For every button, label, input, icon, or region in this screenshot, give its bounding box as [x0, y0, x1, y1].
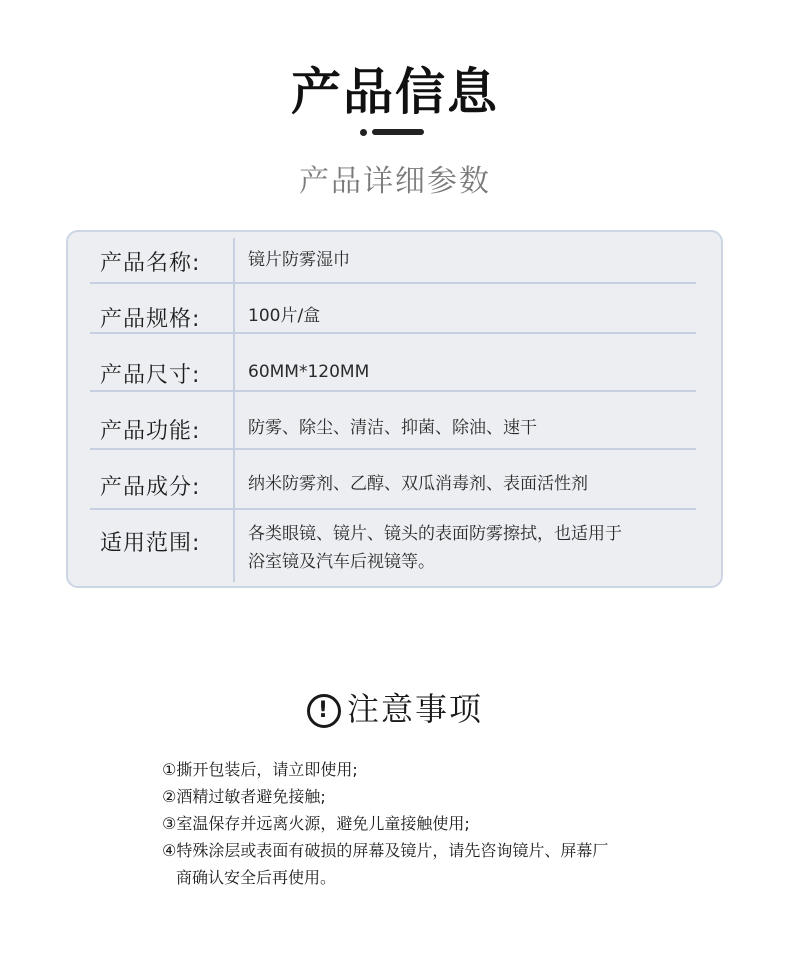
- product-info-table: [66, 230, 723, 588]
- row-value: 60MM*120MM: [248, 362, 370, 382]
- divider-bar: [372, 129, 424, 135]
- row-value-line: 各类眼镜、镜片、镜头的表面防雾擦拭，也适用于: [248, 524, 622, 544]
- notice-item: ①撕开包装后，请立即使用;: [162, 760, 358, 779]
- notice-item: ②酒精过敏者避免接触;: [162, 787, 326, 806]
- notice-title: 注意事项: [346, 690, 483, 728]
- row-label: 适用范围:: [100, 531, 201, 556]
- notice-item: ③室温保存并远离火源，避免儿童接触使用;: [162, 814, 470, 833]
- row-value-line: 浴室镜及汽车后视镜等。: [248, 552, 435, 572]
- divider-dot: [360, 129, 367, 136]
- row-label: 产品尺寸:: [100, 363, 201, 388]
- row-value: 100片/盒: [248, 306, 321, 326]
- page-subtitle: 产品详细参数: [299, 164, 491, 199]
- column-divider: [233, 238, 235, 582]
- notice-heading: [0, 684, 790, 730]
- row-separator: [90, 508, 696, 510]
- row-value: 镜片防雾湿巾: [248, 250, 350, 270]
- row-label: 产品名称:: [100, 251, 201, 276]
- page-title: 产品信息: [291, 63, 499, 121]
- row-label: 产品成分:: [100, 475, 201, 500]
- notice-list: [162, 756, 682, 891]
- row-separator: [90, 332, 696, 334]
- title-divider: [0, 128, 790, 136]
- row-separator: [90, 390, 696, 392]
- notice-item: ④特殊涂层或表面有破损的屏幕及镜片，请先咨询镜片、屏幕厂: [162, 841, 609, 860]
- notice-item: 商确认安全后再使用。: [176, 868, 337, 887]
- row-value: 纳米防雾剂、乙醇、双瓜消毒剂、表面活性剂: [248, 474, 588, 494]
- warning-icon: !: [307, 694, 341, 728]
- row-label: 产品功能:: [100, 419, 201, 444]
- row-value: 防雾、除尘、清洁、抑菌、除油、速干: [248, 418, 537, 438]
- row-separator: [90, 448, 696, 450]
- row-label: 产品规格:: [100, 307, 201, 332]
- row-value: [248, 520, 698, 576]
- row-separator: [90, 282, 696, 284]
